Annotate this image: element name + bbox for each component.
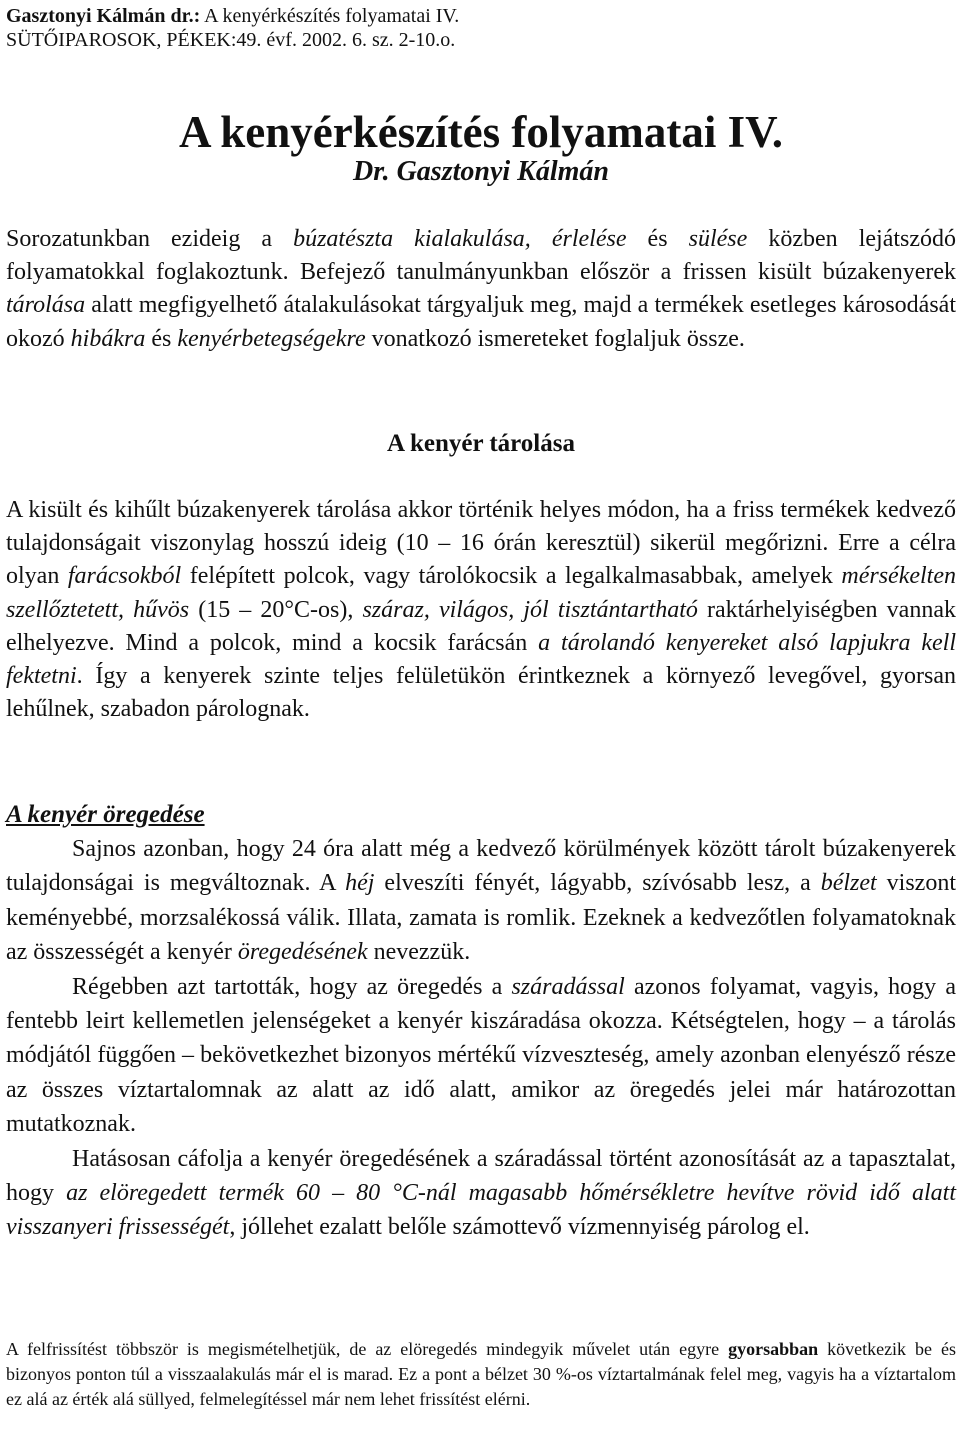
text-run: raktárhelyiségben vannak elhelyezve. Mind a polcok, mind a kocsik farácsán [6, 596, 956, 656]
text-run: Sorozatunkban ezideig a [6, 226, 294, 252]
citation-journal: SÜTŐIPAROSOK, PÉKEK:49. évf. 2002. 6. sz. 2-10.o. [6, 29, 456, 51]
text-run: A felfrissítést többször is megismételhetjük, de az elöregedés mindegyik művelet után egyre [6, 1339, 729, 1359]
italic-run: héj [345, 870, 375, 897]
text-run: Hatásosan cáfolja a kenyér öregedésének a száradással történt azonosítását az a tapasztalat, hogy [6, 1145, 956, 1207]
text-run: (15 – 20°C-os), [189, 596, 363, 623]
citation-line-1 [6, 4, 459, 28]
italic-run: bélzet [820, 870, 877, 897]
text-run: , jóllehet ezalatt belőle számottevő vízmennyiség párolog el. [229, 1214, 810, 1241]
section-title-storage: A kenyér tárolása [387, 430, 575, 457]
text-run: viszont keményebbé, morzsalékossá válik. Illata, zamata is romlik. Ezeknek a kedvezőtlen folyamatoknak az összességét a kenyér [6, 870, 956, 966]
citation-author: Gasztonyi Kálmán dr.: [6, 5, 201, 27]
italic-run: sülése [688, 226, 748, 252]
text-run: és [626, 226, 689, 252]
footnote-paragraph [6, 1337, 956, 1412]
text-run: vonatkozó ismereteket foglaljuk össze. [365, 325, 745, 352]
italic-run: búzatészta kialakulása, érlelése [293, 226, 627, 252]
text-run: azonos folyamat, vagyis, hogy a fentebb leirt kellemetlen jelenségeket a kenyér kiszáradása okozza. Kétségtelen, hogy – a tárolás módjától függően – bekövetkezhet bizonyos mértékű vízveszteség, amely azonban elenyésző része az összes víztartalomnak az alatt az idő alatt, amikor az öregedés jelei már határozottan mutatkoznak. [6, 973, 956, 1138]
citation-title: A kenyérkészítés folyamatai IV. [200, 5, 460, 27]
bold-run: gyorsabban [728, 1339, 819, 1359]
italic-run: száraz, világos, jól tisztántartható [362, 596, 698, 623]
storage-paragraph [6, 494, 956, 726]
italic-run: a tárolandó kenyereket alsó lapjukra kell fektetni [6, 629, 956, 690]
italic-run: száradással [511, 973, 625, 1000]
text-run: . Így a kenyerek szinte teljes felületükön érintkeznek a környező levegővel, gyorsan lehűlnek, szabadon párolognak. [6, 663, 956, 723]
text-run: felépített polcok, vagy tárolókocsik a legalkalmasabbak, amelyek [181, 563, 842, 590]
text-run: nevezzük. [367, 939, 471, 966]
italic-run: farácsokból [67, 563, 182, 590]
aging-paragraph-3 [6, 1142, 956, 1245]
italic-run: kenyérbetegségekre [177, 325, 366, 352]
italic-run: mérsékelten szellőztetett, hűvös [6, 563, 956, 623]
text-run: alatt megfigyelhető átalakulásokat tárgyaljuk meg, majd a termékek esetleges károsodását okozó [6, 292, 956, 352]
italic-run: az elöregedett termék 60 – 80 °C-nál magasabb hőmérsékletre hevítve rövid idő alatt visszanyeri frissességét [6, 1180, 956, 1241]
article-title: A kenyérkészítés folyamatai IV. [178, 107, 784, 157]
text-run: és [145, 325, 178, 352]
aging-paragraph-1 [6, 832, 956, 970]
italic-run: tárolása [6, 292, 86, 319]
aging-body [6, 832, 956, 1245]
text-run: közben lejátszódó folyamatokkal foglakoztunk. Befejező tanulmányunkban először a frissen kisült búzakenyerek [6, 226, 957, 286]
text-run: következik be és bizonyos ponton túl a visszaalakulás már el is marad. Ez a pont a bélzet 30 %-os víztartalmának felel meg, vagyis ha a víztartalom ez alá az érték alá süllyed, felmelegítéssel már nem lehet frissítést elérni. [6, 1339, 957, 1409]
text-run: Sajnos azonban, hogy 24 óra alatt még a kedvező körülmények között tárolt búzakenyerek tulajdonságai is megváltoznak. A [6, 836, 956, 897]
italic-run: öregedésének [237, 939, 368, 966]
text-run: Régebben azt tartották, hogy az öregedés a [72, 973, 512, 1000]
italic-run: hibákra [70, 325, 146, 352]
section-title-aging: A kenyér öregedése [6, 801, 205, 828]
intro-paragraph [6, 223, 956, 356]
article-author: Dr. Gasztonyi Kálmán [353, 156, 609, 187]
text-run: elveszíti fényét, lágyabb, szívósabb lesz, a [374, 870, 821, 897]
text-run: A kisült és kihűlt búzakenyerek tárolása akkor történik helyes módon, ha a friss termékek kedvező tulajdonságait viszonylag hosszú ideig (10 – 16 órán keresztül) sikerül megőrizni. Erre a célra olyan [6, 497, 956, 590]
aging-paragraph-2 [6, 970, 956, 1142]
